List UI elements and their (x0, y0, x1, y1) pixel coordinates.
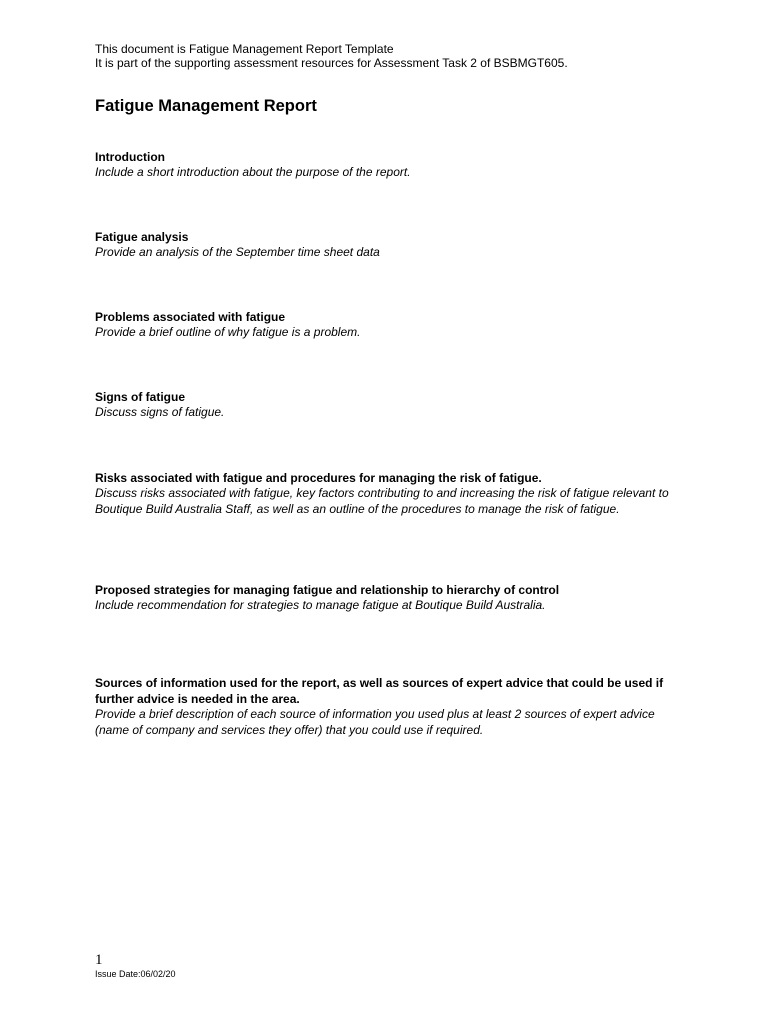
section-problems (95, 309, 685, 341)
section-heading: Proposed strategies for managing fatigue and relationship to hierarchy of control (95, 583, 560, 597)
section-risks (95, 470, 685, 517)
header-line-2: It is part of the supporting assessment resources for Assessment Task 2 of BSBMGT605. (95, 56, 568, 70)
section-description: Provide an analysis of the September time sheet data (95, 245, 380, 259)
section-description: Provide a brief outline of why fatigue is a problem. (95, 325, 361, 339)
section-signs (95, 389, 685, 421)
page-number: 1 (95, 952, 103, 968)
page-title: Fatigue Management Report (95, 97, 317, 115)
header-line-1: This document is Fatigue Management Report Template (95, 42, 394, 56)
section-description: Discuss signs of fatigue. (95, 405, 225, 419)
section-heading: Problems associated with fatigue (95, 310, 286, 324)
section-heading: Fatigue analysis (95, 230, 189, 244)
section-description: Provide a brief description of each source of information you used plus at least 2 sources of expert advice (name of company and services they offer) that you could use if required. (95, 707, 655, 737)
section-description: Include recommendation for strategies to manage fatigue at Boutique Build Australia. (95, 598, 546, 612)
section-heading: Signs of fatigue (95, 390, 185, 404)
section-heading: Sources of information used for the report, as well as sources of expert advice that could be used if further advice is needed in the area. (95, 676, 664, 706)
section-strategies (95, 582, 685, 614)
issue-date: Issue Date:06/02/20 (95, 969, 176, 979)
section-heading: Introduction (95, 150, 165, 164)
section-description: Discuss risks associated with fatigue, key factors contributing to and increasing the risk of fatigue relevant to Boutique Build Australia Staff, as well as an outline of the procedures to manage the risk of fatigue. (95, 486, 669, 516)
header-note (95, 42, 568, 70)
section-fatigue-analysis (95, 229, 685, 261)
section-heading: Risks associated with fatigue and procedures for managing the risk of fatigue. (95, 471, 542, 485)
section-description: Include a short introduction about the purpose of the report. (95, 165, 411, 179)
section-introduction (95, 149, 685, 181)
section-sources (95, 675, 685, 738)
